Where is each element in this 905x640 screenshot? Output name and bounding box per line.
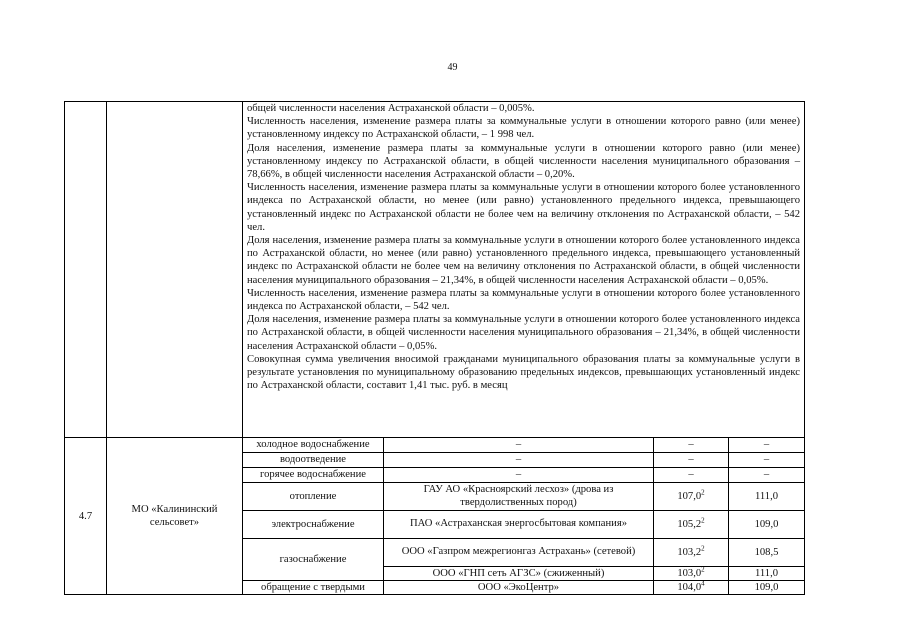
paragraph: Численность населения, изменение размера платы за коммунальные услуги в отношении которого более установленного индекса по Астраханской области, но менее (или равно) установленного предельного индекса, превышающего установленный индекс по Астраханской области не более чем на величину отклонения по Астраханской области, – 542 чел. bbox=[247, 182, 800, 233]
paragraph: Доля населения, изменение размера платы за коммунальные услуги в отношении которого равно (или менее) установленному индексу по Астраханской области, в общей численности населения муниципального образования – 78,66%, в общей численности населения Астраханской области – 0,20%. bbox=[247, 142, 800, 181]
paragraph: Совокупная сумма увеличения вносимой гражданами муниципального образования платы за коммунальные услуги в результате установления по муниципальному образованию предельных индексов, превышающих установленный индекс по Астраханской области, составит 1,41 тыс. руб. в месяц bbox=[247, 353, 800, 392]
index-cell: – bbox=[729, 468, 805, 483]
tariff-cell bbox=[654, 453, 729, 468]
tariff-value: 105,2 bbox=[677, 518, 702, 530]
provider-cell: ООО «ГНП сеть АГЗС» (сжиженный) bbox=[384, 567, 654, 581]
tariff-cell bbox=[654, 483, 729, 511]
page-number: 49 bbox=[447, 62, 458, 73]
provider-cell: – bbox=[384, 453, 654, 468]
continuation-text-cell bbox=[243, 102, 805, 438]
index-cell: – bbox=[729, 438, 805, 453]
tariff-footnote: 2 bbox=[701, 516, 705, 525]
provider-cell: – bbox=[384, 438, 654, 453]
service-cell: холодное водоснабжение bbox=[243, 438, 384, 453]
tariff-footnote: 4 bbox=[701, 580, 705, 588]
tariff-cell bbox=[654, 438, 729, 453]
index-cell: 108,5 bbox=[729, 539, 805, 567]
tariff-cell bbox=[654, 567, 729, 581]
table-row bbox=[65, 438, 805, 453]
entry-municipality: МО «Калининский сельсовет» bbox=[107, 438, 243, 595]
tariff-cell bbox=[654, 539, 729, 567]
entry-number: 4.7 bbox=[65, 438, 107, 595]
service-cell: электроснабжение bbox=[243, 511, 384, 539]
tariff-table bbox=[64, 101, 805, 595]
tariff-value: 107,0 bbox=[677, 490, 702, 502]
index-cell: 109,0 bbox=[729, 511, 805, 539]
index-cell: – bbox=[729, 453, 805, 468]
tariff-value: 103,2 bbox=[677, 546, 702, 558]
tariff-cell bbox=[654, 468, 729, 483]
provider-cell: ООО «ЭкоЦентр» bbox=[384, 581, 654, 595]
paragraph: Доля населения, изменение размера платы за коммунальные услуги в отношении которого более установленного индекса по Астраханской области, в общей численности населения муниципального образования – 21,34%, в общей численности населения Астраханской области – 0,05%. bbox=[247, 314, 800, 352]
service-cell: горячее водоснабжение bbox=[243, 468, 384, 483]
paragraph: Численность населения, изменение размера платы за коммунальные услуги в отношении которого более установленного индекса по Астраханской области, – 542 чел. bbox=[247, 287, 800, 313]
index-cell: 111,0 bbox=[729, 483, 805, 511]
tariff-footnote: 2 bbox=[701, 488, 705, 497]
provider-cell: – bbox=[384, 468, 654, 483]
tariff-cell bbox=[654, 581, 729, 595]
continuation-number-cell bbox=[65, 102, 107, 438]
continuation-municipality-cell bbox=[107, 102, 243, 438]
tariff-cell bbox=[654, 511, 729, 539]
provider-cell: ПАО «Астраханская энергосбытовая компания» bbox=[384, 511, 654, 539]
paragraph: Численность населения, изменение размера платы за коммунальные услуги в отношении которого равно (или менее) установленному индексу по Астраханской области, – 1 998 чел. bbox=[247, 116, 800, 141]
service-cell: газоснабжение bbox=[243, 539, 384, 581]
tariff-footnote: 2 bbox=[701, 566, 705, 574]
continuation-row bbox=[65, 102, 805, 438]
tariff-footnote: 2 bbox=[701, 544, 705, 553]
paragraph: Доля населения, изменение размера платы за коммунальные услуги в отношении которого более установленного индекса по Астраханской области, но менее (или равно) установленного предельного индекса, превышающего установленный индекс по Астраханской области не более чем на величину отклонения по Астраханской области, в общей численности населения муниципального образования – 21,34%, в общей численности населения Астраханской области – 0,05%. bbox=[247, 235, 800, 286]
service-cell: отопление bbox=[243, 483, 384, 511]
service-cell: водоотведение bbox=[243, 453, 384, 468]
paragraph: общей численности населения Астраханской области – 0,005%. bbox=[247, 103, 535, 114]
tariff-value: 103,0 bbox=[677, 568, 702, 579]
index-cell: 109,0 bbox=[729, 581, 805, 595]
tariff-value: – bbox=[688, 439, 694, 451]
provider-cell: ГАУ АО «Красноярский лесхоз» (дрова из твердолиственных пород) bbox=[384, 483, 654, 511]
tariff-value: – bbox=[688, 454, 694, 466]
index-cell: 111,0 bbox=[729, 567, 805, 581]
tariff-value: 104,0 bbox=[677, 582, 702, 594]
service-cell: обращение с твердыми bbox=[243, 581, 384, 595]
provider-cell: ООО «Газпром межрегионгаз Астрахань» (сетевой) bbox=[384, 539, 654, 567]
tariff-value: – bbox=[688, 469, 694, 481]
